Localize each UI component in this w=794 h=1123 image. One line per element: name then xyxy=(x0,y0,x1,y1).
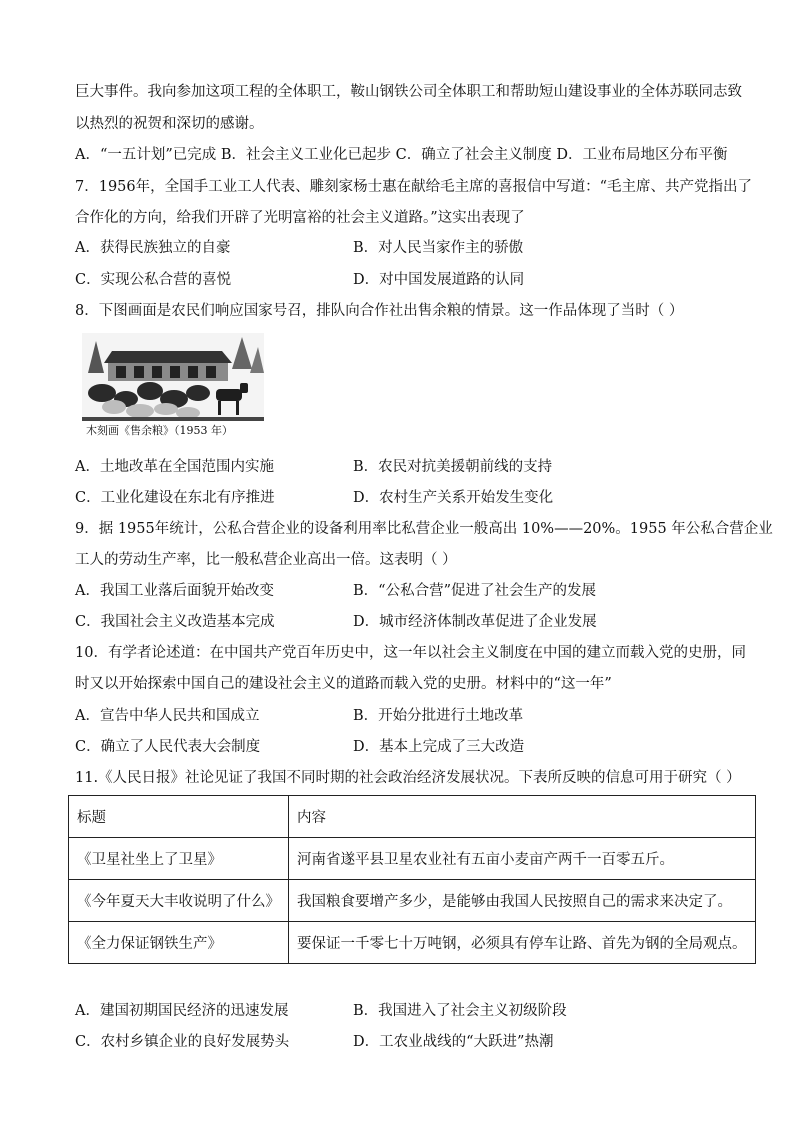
q8-option-d: D．农村生产关系开始发生变化 xyxy=(353,490,554,506)
q7-option-c: C．实现公私合营的喜悦 xyxy=(75,272,232,288)
q11-option-c: C．农村乡镇企业的良好发展势头 xyxy=(75,1034,290,1050)
table-cell-content: 要保证一千零七十万吨钢，必须具有停车让路、首先为钢的全局观点。 xyxy=(289,922,756,964)
q8-option-b: B．农民对抗美援朝前线的支持 xyxy=(353,459,553,475)
q9-stem-line-2: 工人的劳动生产率，比一般私营企业高出一倍。这表明（ ） xyxy=(75,552,457,568)
table-cell-content: 河南省遂平县卫星农业社有五亩小麦亩产两千一百零五斤。 xyxy=(289,838,756,880)
q11-option-a: A．建国初期国民经济的迅速发展 xyxy=(75,1003,289,1019)
figure-caption: 木刻画《售余粮》（1953 年） xyxy=(86,424,233,437)
table-header-row xyxy=(69,796,756,838)
q9-option-c: C．我国社会主义改造基本完成 xyxy=(75,614,275,630)
q8-stem: 8．下图画面是农民们响应国家号召，排队向合作社出售余粮的情景。这一作品体现了当时（ ） xyxy=(75,303,684,319)
q7-stem-line-1: 7．1956年，全国手工业工人代表、雕刻家杨士惠在献给毛主席的喜报信中写道：“毛主席、共产党指出了 xyxy=(75,179,753,195)
q7-option-d: D．对中国发展道路的认同 xyxy=(353,272,525,288)
q7-option-a: A．获得民族独立的自豪 xyxy=(75,240,231,256)
q6-options: A．“一五计划”已完成 B．社会主义工业化已起步 C．确立了社会主义制度 D．工业布局地区分布平衡 xyxy=(75,147,728,163)
q10-option-b: B．开始分批进行土地改革 xyxy=(353,708,524,724)
table-row xyxy=(69,880,756,922)
intro-line-2: 以热烈的祝贺和深切的感谢。 xyxy=(75,116,264,132)
table-row xyxy=(69,922,756,964)
q11-option-d: D．工农业战线的“大跃进”热潮 xyxy=(353,1034,554,1050)
q9-option-b: B．“公私合营”促进了社会生产的发展 xyxy=(353,583,596,599)
table-header-title: 标题 xyxy=(69,796,289,838)
table-cell-title: 《全力保证钢铁生产》 xyxy=(69,922,289,964)
q9-option-a: A．我国工业落后面貌开始改变 xyxy=(75,583,274,599)
q9-option-d: D．城市经济体制改革促进了企业发展 xyxy=(353,614,597,630)
q10-option-c: C．确立了人民代表大会制度 xyxy=(75,739,261,755)
intro-line-1: 巨大事件。我向参加这项工程的全体职工，鞍山钢铁公司全体职工和帮助短山建设事业的全体苏联同志致 xyxy=(75,84,742,100)
q11-stem: 11.《人民日报》社论见证了我国不同时期的社会政治经济发展状况。下表所反映的信息可用于研究（ ） xyxy=(75,770,741,786)
table-header-content: 内容 xyxy=(289,796,756,838)
q11-table xyxy=(68,795,756,964)
table-row xyxy=(69,838,756,880)
q9-stem-line-1: 9．据 1955年统计，公私合营企业的设备利用率比私营企业一般高出 10%——20%。1955 年公私合营企业 xyxy=(75,521,773,537)
q8-option-a: A．土地改革在全国范围内实施 xyxy=(75,459,274,475)
table-cell-title: 《今年夏天大丰收说明了什么》 xyxy=(69,880,289,922)
q10-stem-line-2: 时又以开始探索中国自己的建设社会主义的道路而载入党的史册。材料中的“这一年” xyxy=(75,676,612,692)
q10-stem-line-1: 10．有学者论述道：在中国共产党百年历史中，这一年以社会主义制度在中国的建立而载入党的史册，同 xyxy=(75,645,746,661)
table-cell-title: 《卫星社坐上了卫星》 xyxy=(69,838,289,880)
q8-option-c: C．工业化建设在东北有序推进 xyxy=(75,490,275,506)
q10-option-a: A．宣告中华人民共和国成立 xyxy=(75,708,260,724)
q11-option-b: B．我国进入了社会主义初级阶段 xyxy=(353,1003,567,1019)
q7-stem-line-2: 合作化的方向，给我们开辟了光明富裕的社会主义道路。”这实出表现了 xyxy=(75,210,525,226)
q10-option-d: D．基本上完成了三大改造 xyxy=(353,739,525,755)
table-cell-content: 我国粮食要增产多少，是能够由我国人民按照自己的需求来决定了。 xyxy=(289,880,756,922)
q7-option-b: B．对人民当家作主的骄傲 xyxy=(353,240,524,256)
